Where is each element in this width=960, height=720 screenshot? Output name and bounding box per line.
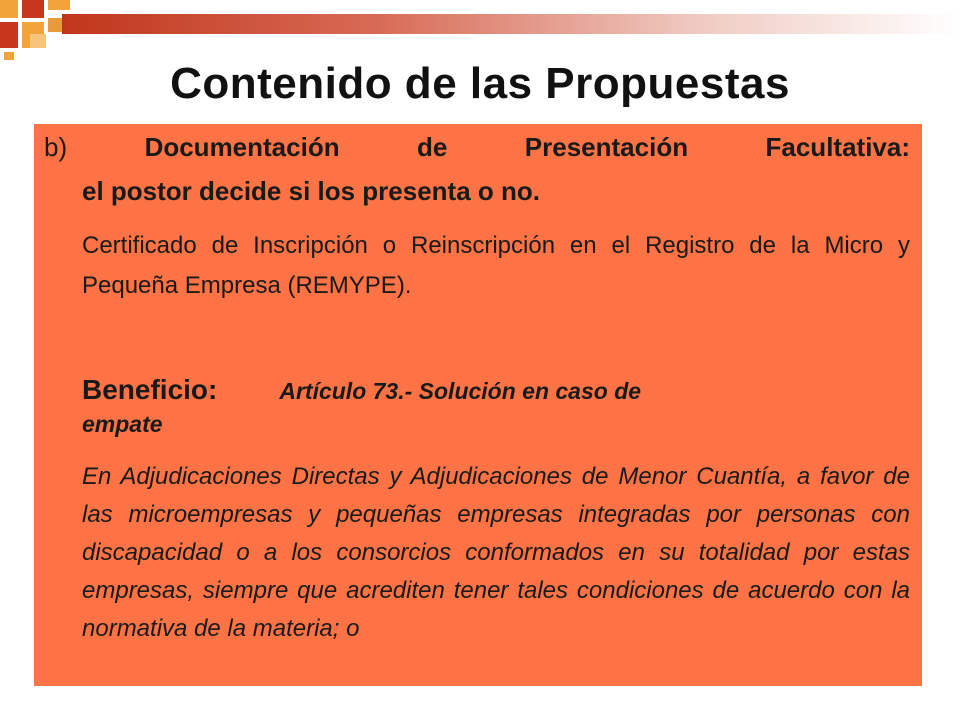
item-heading-text: Documentación de Presentación Facultativa: [144,132,910,162]
decor-square [0,22,18,48]
benefit-label: Beneficio: [82,374,218,405]
decor-square [22,0,44,18]
decor-square [48,0,70,10]
item-heading-line2: el postor decide si los presenta o no. [82,176,540,206]
slide-title: Contenido de las Propuestas [170,59,790,108]
item-heading-line1 [44,128,910,166]
benefit-article: Artículo 73.- Solución en caso de [279,378,642,404]
remype-paragraph: Certificado de Inscripción o Reinscripción en el Registro de la Micro y Pequeña Empresa (REMYPE). [82,232,910,299]
decor-square [30,34,46,48]
benefit-block [82,374,910,441]
item-prefix: b) [44,132,68,162]
benefit-article-cont: empate [82,411,163,437]
decor-square [0,0,18,18]
header-gradient-bar [62,14,960,34]
tie-rule-paragraph: En Adjudicaciones Directas y Adjudicaciones de Menor Cuantía, a favor de las microempresas y pequeñas empresas integradas por personas con discapacidad o a los consorcios conformados en su totalidad por estas empresas, siempre que acrediten tener tales condiciones de acuerdo con la normativa de la materia; o [82,463,910,642]
